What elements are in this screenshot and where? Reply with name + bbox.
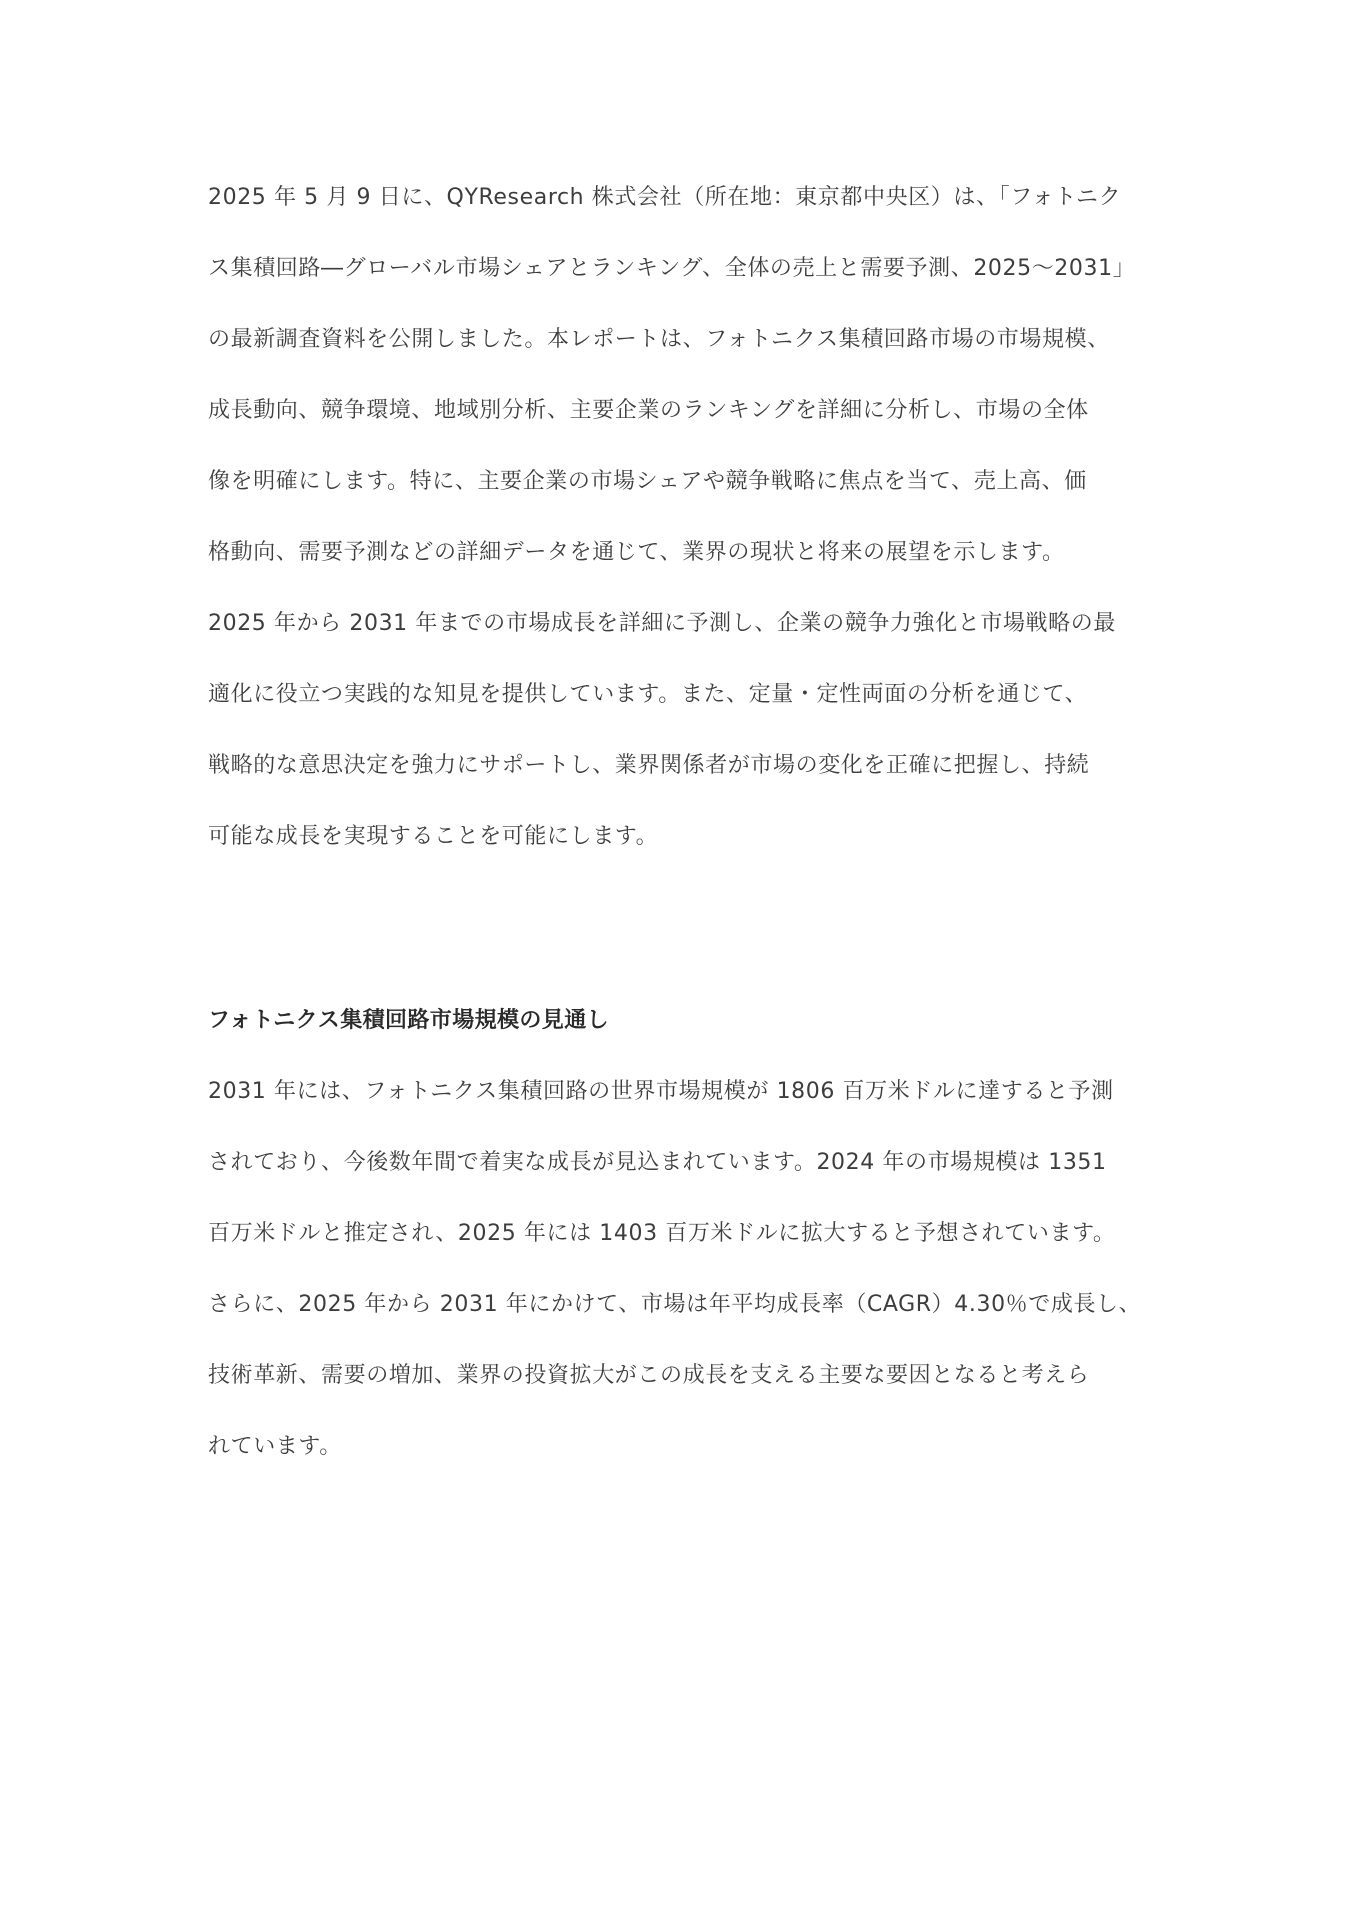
outlook-line-3: 百万米ドルと推定され、2025 年には 1403 百万米ドルに拡大すると予想されています。 bbox=[208, 1221, 1116, 1246]
intro-line-10: 可能な成長を実現することを可能にします。 bbox=[208, 824, 659, 849]
section-heading: フォトニクス集積回路市場規模の見通し bbox=[208, 1008, 610, 1033]
intro-line-1: 2025 年 5 月 9 日に、QYResearch 株式会社（所在地：東京都中央区）は、「フォトニク bbox=[208, 185, 1122, 210]
intro-line-5: 像を明確にします。特に、主要企業の市場シェアや競争戦略に焦点を当て、売上高、価 bbox=[208, 469, 1087, 494]
outlook-line-2: されており、今後数年間で着実な成長が見込まれています。2024 年の市場規模は 1351 bbox=[208, 1150, 1107, 1175]
intro-line-2: ス集積回路―グローバル市場シェアとランキング、全体の売上と需要予測、2025～2031」 bbox=[208, 256, 1136, 281]
intro-line-9: 戦略的な意思決定を強力にサポートし、業界関係者が市場の変化を正確に把握し、持続 bbox=[208, 753, 1090, 778]
intro-line-7: 2025 年から 2031 年までの市場成長を詳細に予測し、企業の競争力強化と市場戦略の最 bbox=[208, 611, 1116, 636]
outlook-line-4: さらに、2025 年から 2031 年にかけて、市場は年平均成長率（CAGR）4.30％で成長し、 bbox=[208, 1292, 1142, 1317]
outlook-line-1: 2031 年には、フォトニクス集積回路の世界市場規模が 1806 百万米ドルに達すると予測 bbox=[208, 1079, 1114, 1104]
outlook-line-5: 技術革新、需要の増加、業界の投資拡大がこの成長を支える主要な要因となると考えら bbox=[208, 1363, 1090, 1388]
intro-line-6: 格動向、需要予測などの詳細データを通じて、業界の現状と将来の展望を示します。 bbox=[208, 540, 1065, 565]
intro-line-4: 成長動向、競争環境、地域別分析、主要企業のランキングを詳細に分析し、市場の全体 bbox=[208, 398, 1089, 423]
outlook-line-6: れています。 bbox=[208, 1434, 342, 1459]
intro-line-3: の最新調査資料を公開しました。本レポートは、フォトニクス集積回路市場の市場規模、 bbox=[208, 327, 1110, 352]
intro-line-8: 適化に役立つ実践的な知見を提供しています。また、定量・定性両面の分析を通じて、 bbox=[208, 682, 1088, 707]
